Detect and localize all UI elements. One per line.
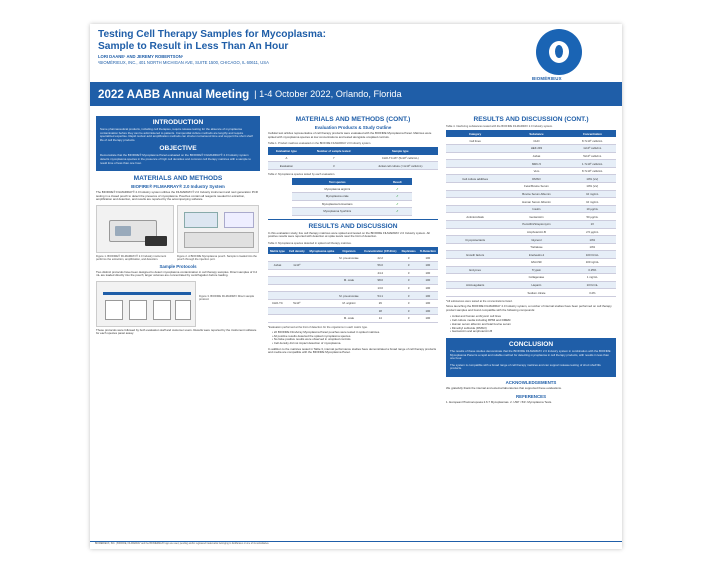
table-row	[446, 251, 616, 259]
check-icon: ✓	[383, 208, 412, 216]
table-cell: 10 mg/mL	[569, 190, 616, 198]
list-item: • Human serum albumin and fetal bovine serum	[450, 321, 511, 326]
table-cell: 14	[361, 315, 400, 323]
title-line-1: Testing Cell Therapy Samples for Mycoplasma:	[98, 29, 326, 40]
table-cell	[446, 190, 504, 198]
poster	[90, 24, 622, 549]
table-cell: 3	[400, 315, 418, 323]
table-cell: 10%	[569, 243, 616, 251]
table-row	[446, 228, 616, 236]
table-row	[446, 236, 616, 244]
table-cell: 5x10⁶	[287, 299, 307, 307]
table-row	[268, 292, 438, 300]
table-cell: 8.7x10⁶ cells/mL	[569, 137, 616, 144]
table-cell	[307, 307, 337, 315]
table-cell: Penicillin/Streptomycin	[504, 221, 568, 229]
list-item: • Gentamicin and amphotericin B	[450, 329, 493, 334]
figure-row	[96, 205, 260, 253]
table-cell: Enzymes	[446, 266, 504, 274]
table-cell: 1 mg/mL	[569, 274, 616, 282]
protocol-step-2	[129, 300, 147, 320]
table-cell: 8.7x10⁶ cells/mL	[569, 167, 616, 175]
right-column	[446, 116, 616, 407]
table-cell: Cryoprotectants	[446, 236, 504, 244]
conclusion-title: CONCLUSION	[508, 340, 554, 348]
table-row	[268, 155, 438, 162]
table-cell: Jurkat cell culture (>1x10⁶ cells/mL)	[363, 162, 438, 170]
table-cell: Amphotericin B	[504, 228, 568, 236]
table-1-header: Number of sample tested	[305, 147, 363, 154]
table-cell: 98.0	[361, 277, 400, 285]
table-2-caption: Table 2. Mycoplasma species tested by each evaluation.	[268, 172, 336, 176]
methods-cont-title: MATERIALS AND METHODS (CONT.)	[295, 116, 411, 123]
table-row	[268, 315, 438, 323]
table-cell: CHO-TC	[268, 299, 287, 307]
table-cell: 18	[361, 307, 400, 315]
table-cell	[307, 254, 337, 261]
table-cell: 5x10⁶ cells/mL	[569, 152, 616, 160]
table-cell: A	[268, 155, 305, 162]
table-row	[446, 266, 616, 274]
table-row	[292, 200, 412, 208]
middle-column	[268, 116, 438, 358]
list-item: • Dimethyl sulfoxide (DMSO)	[450, 325, 487, 330]
table-cell: 100	[418, 254, 438, 261]
table-cell: Fetal Bovine Serum	[504, 183, 568, 191]
pouch-image	[184, 212, 218, 228]
table-cell: CHO-TC-MY (5x10⁶ cells/mL)	[363, 155, 438, 162]
table-cell: 44.4	[361, 269, 400, 277]
table-cell	[446, 198, 504, 206]
table-cell: M. pneumoniae	[337, 292, 361, 300]
poster-footer: BIOMÉRIEUX, INC. | BIOFIRE, FILMARRAY and the BIOMÉRIEUX logo are used, pending and/or registered trademarks belonging to bioMérieux or one of its subsidiaries.	[90, 541, 622, 549]
table-row	[446, 167, 616, 175]
table-cell: Mycoplasma orale	[292, 192, 383, 200]
figure-1-caption: Figure 1. BIOFIRE® FILMARRAY® 2.0 Industry instrument performs the extraction, amplification, and detection.	[96, 254, 167, 262]
table-cell	[446, 160, 504, 168]
table-row	[446, 289, 616, 297]
table-2-header: Result	[383, 178, 412, 185]
biomerieux-logo-icon	[536, 29, 582, 75]
table-cell	[287, 292, 307, 300]
table-row	[446, 205, 616, 213]
acknowledgements-text: We gratefully thank the internal and external laboratories that supported these evaluations.	[446, 385, 562, 390]
table-row	[446, 175, 616, 183]
table-1	[268, 147, 438, 169]
instrument-screen	[115, 226, 131, 236]
table-cell: Mycoplasma fermentans	[292, 200, 383, 208]
methods-cont-text: Cellular test articles representative of cell therapy products were evaluated with the BIOFIRE Mycoplasma Panel. Matrices were spiked with mycoplasma species at low concentrations and tested alongside unspiked controls.	[268, 131, 432, 139]
table-cell: CHO	[504, 137, 568, 144]
table-cell: 3.2%	[569, 289, 616, 297]
table-cell: 100	[418, 292, 438, 300]
table-cell	[287, 307, 307, 315]
table-cell: M. pneumoniae	[337, 254, 361, 261]
table-cell: Antimicrobials	[446, 213, 504, 221]
meeting-band	[90, 82, 622, 106]
methods-cont-subtitle: Evaluation Products & Study Outline	[314, 125, 392, 130]
table-cell: M. orale	[337, 277, 361, 285]
table-3-header: % Detection	[418, 247, 438, 254]
table-cell: Jurkat	[504, 152, 568, 160]
table-cell: Mycoplasma arginini	[292, 185, 383, 192]
table-cell	[268, 292, 287, 300]
results-title: RESULTS AND DISCUSSION	[308, 222, 398, 230]
table-cell: 100 ng/mL	[569, 258, 616, 266]
poster-title	[98, 29, 428, 52]
table-cell: DMSO	[504, 175, 568, 183]
acknowledgements-title: ACKNOWLEDGEMENTS	[505, 379, 557, 385]
protocol-arrow	[103, 292, 191, 295]
table-cell: 3	[400, 261, 418, 269]
table-row	[292, 208, 412, 216]
table-cell: Cell culture additives	[446, 175, 504, 183]
table-cell: 100	[418, 315, 438, 323]
table-cell: 100	[418, 284, 438, 292]
poster-header	[90, 24, 622, 81]
table-cell: Collagenase	[504, 274, 568, 282]
table-4-header: Substance	[504, 130, 568, 137]
intro-text: Some pharmaceutical products, including cell therapies, require release testing for the absence of mycoplasma contamination before they can be administered to patients. Compendial culture methods are lengthy and require specialized expertise. Rapid nucleic acid amplification methods can shorten turnaround time and support the short shelf life of cell therapy products.	[100, 127, 253, 142]
table-4	[446, 130, 616, 297]
check-icon: ✓	[383, 185, 412, 192]
table-cell	[307, 261, 337, 269]
table-cell: 1.7x10⁶ cells/mL	[569, 160, 616, 168]
results-text: In this evaluation study, live cell therapy matrices were spiked and tested on the BIOFIRE FILMARRAY 2.0 Industry system. All positive results were reported with detection at spike levels near the limit of detection.	[268, 230, 430, 239]
references-text: 1. European Pharmacopoeia 2.6.7 Mycoplasmas. 2. USP <63> Mycoplasma Tests.	[446, 399, 552, 404]
table-cell: Sodium citrate	[504, 289, 568, 297]
table-cell: 3	[400, 299, 418, 307]
table-3-header: Replicates	[400, 247, 418, 254]
table-cell: 3	[400, 254, 418, 261]
table-cell	[287, 254, 307, 261]
table-cell	[307, 277, 337, 285]
table-row	[446, 183, 616, 191]
table-cell: Interleukin-2	[504, 251, 568, 259]
table-cell	[268, 284, 287, 292]
table-cell: 100	[418, 299, 438, 307]
table-cell: 3	[305, 162, 363, 170]
table-cell: MRC-5	[504, 160, 568, 168]
table-cell	[446, 243, 504, 251]
methods-title: MATERIALS AND METHODS	[133, 175, 223, 183]
meeting-details: | 1-4 October 2022, Orlando, Florida	[254, 89, 402, 99]
table-cell	[446, 289, 504, 297]
table-row	[268, 307, 438, 315]
authors-block	[98, 54, 428, 65]
table-cell: Vero	[504, 167, 568, 175]
table-cell: Heparin	[504, 281, 568, 289]
table-cell: Human Serum Albumin	[504, 198, 568, 206]
table-3-header: Concentration (CFU/mL)	[361, 247, 400, 254]
table-cell: 2.5 µg/mL	[569, 228, 616, 236]
protocol-step-4	[175, 300, 191, 320]
list-item: • 22 BIOFIRE FilmArray Mycoplasma Panel pouches were tested in spiked matrices.	[272, 330, 381, 335]
check-icon: ✓	[383, 200, 412, 208]
list-item: • Cell culture media including RPMI and DMEM	[450, 318, 511, 323]
table-3	[268, 247, 438, 323]
table-cell: 3	[400, 269, 418, 277]
table-2	[292, 178, 412, 216]
figure-2-caption: Figure 2. A BIOFIRE Mycoplasma pouch. Sample is loaded into the pouch through the injection port.	[177, 254, 257, 262]
table-cell	[446, 167, 504, 175]
conclusion-text: The results of these studies demonstrate that the BIOFIRE FILMARRAY 2.0 Industry system in combination with the BIOFIRE Mycoplasma Panel is a rapid and reliable method for detecting mycoplasma in cell therapy products, with results in less than one hour.	[450, 348, 611, 361]
table-row	[292, 192, 412, 200]
table-cell: Trypsin	[504, 266, 568, 274]
table-cell: 100	[418, 307, 438, 315]
table-3-note: *Evaluation performed at the limit of detection for the organisms in each matrix type.	[268, 325, 368, 329]
intro-objective-box	[96, 116, 260, 171]
table-cell	[446, 183, 504, 191]
table-cell: 22.2	[361, 254, 400, 261]
table-cell	[446, 205, 504, 213]
table-cell	[268, 277, 287, 285]
table-cell	[307, 284, 337, 292]
table-cell: 10 IU/mL	[569, 281, 616, 289]
table-row	[446, 152, 616, 160]
table-cell: 100	[418, 277, 438, 285]
table-row	[446, 190, 616, 198]
table-2-header: Test species	[292, 178, 383, 185]
list-item: • Jurkat and human embryonic cell lines	[450, 314, 501, 319]
methods-text: The BIOFIRE® FILMARRAY® 2.0 Industry system utilizes the FILMARRAY® 2.0 Industry instrument and next generation PCR testing in a closed pouch to detect the presence of mycoplasma. Pouches contain all reagents needed for extraction, amplification and detection, and results are reported by the accompanying software.	[96, 190, 258, 202]
table-1-caption: Table 1. Product matrices evaluated on the BIOFIRE FILMARRAY 2.0 Industry system.	[268, 142, 372, 146]
table-cell	[337, 269, 361, 277]
pouch-loading-image	[184, 232, 254, 248]
table-cell	[446, 145, 504, 153]
table-cell	[337, 307, 361, 315]
table-cell	[446, 221, 504, 229]
table-cell: 1X	[569, 221, 616, 229]
left-column	[96, 116, 260, 339]
table-cell: 10% (v/v)	[569, 183, 616, 191]
table-cell: Growth factors	[446, 251, 504, 259]
table-row	[268, 277, 438, 285]
table-cell: Jurkat	[268, 261, 287, 269]
table-cell: Evaluation	[268, 162, 305, 170]
table-cell: 10%	[569, 236, 616, 244]
table-cell: Cell lines	[446, 137, 504, 144]
table-cell: 56.0	[361, 261, 400, 269]
table-4-note: *All substances were tested at the concentrations listed.	[446, 299, 513, 303]
compatibility-bullet-list	[446, 315, 616, 334]
sample-protocols-text: Two distinct protocols have been designed to detect mycoplasma contamination in cell therapy samples. Direct samples of 0.2 mL are loaded directly into the pouch; larger volumes are concentrated by centrifugation before loading.	[96, 269, 258, 278]
objective-title: OBJECTIVE	[159, 145, 197, 153]
check-icon: ✓	[383, 192, 412, 200]
table-row	[268, 299, 438, 307]
section-divider	[268, 219, 438, 220]
table-cell	[287, 277, 307, 285]
methods-subtitle: BIOFIRE® FILMARRAY® 2.0 Industry System	[131, 184, 225, 190]
table-cell: 10% (v/v)	[569, 175, 616, 183]
table-cell	[446, 274, 504, 282]
table-cell: M. arginini	[337, 299, 361, 307]
table-cell: 100	[418, 269, 438, 277]
table-row	[446, 243, 616, 251]
table-row	[446, 145, 616, 153]
table-cell: 54.1	[361, 292, 400, 300]
sample-protocols-title: Sample Protocols	[159, 263, 197, 269]
protocol-text: These protocols were followed by both evaluation staff and customer users. Results were reported by the instrument software for each species panel assay.	[96, 327, 257, 336]
table-cell: Trehalose	[504, 243, 568, 251]
affiliation: ¹BIOMÉRIEUX, INC., 401 NORTH MICHIGAN AVE, SUITE 1500, CHICAGO, IL 60611, USA	[98, 59, 269, 65]
figure-3-protocol	[96, 281, 196, 327]
table-row	[268, 162, 438, 170]
figure-2-pouch	[177, 205, 259, 253]
figure-3-row	[96, 281, 260, 327]
results-closing: In addition to the matrices tested in Table 3, internal performance studies have demonstrated a broad range of cell therapy products and media are compatible with the BIOFIRE Mycoplasma Panel.	[268, 346, 437, 355]
protocol-step-3	[153, 300, 171, 320]
figure-3-caption: Figure 3. BIOFIRE FILMARRAY Direct sample protocol.	[199, 294, 255, 302]
intro-title: INTRODUCTION	[152, 119, 204, 126]
table-cell: 3	[400, 292, 418, 300]
objective-text: Demonstrate that the BIOFIRE® Mycoplasma Panel evaluated on the BIOFIRE® FILMARRAY® 2.0 Industry system detects mycoplasma species in the presence of high cell densities and common cell therapy matrices with a sample to result time of less than one hour.	[100, 153, 251, 165]
meeting-name: 2022 AABB Annual Meeting	[98, 87, 250, 101]
table-row	[446, 137, 616, 144]
table-cell: Insulin	[504, 205, 568, 213]
table-row	[268, 269, 438, 277]
table-cell: 10 µg/mL	[569, 205, 616, 213]
table-row	[446, 213, 616, 221]
list-item: • No false positive results were observed in unspiked controls.	[272, 337, 352, 342]
figure-caption-row	[96, 255, 260, 264]
table-cell: Gentamicin	[504, 213, 568, 221]
table-cell: 3	[400, 277, 418, 285]
table-cell: GM-CSF	[504, 258, 568, 266]
table-row	[446, 221, 616, 229]
table-cell	[446, 152, 504, 160]
table-cell	[307, 315, 337, 323]
table-4-header: Category	[446, 130, 504, 137]
table-cell: 3	[400, 284, 418, 292]
references-title: REFERENCES	[515, 393, 546, 399]
table-cell	[307, 299, 337, 307]
table-row	[446, 198, 616, 206]
conclusion-text-2: The system is compatible with a broad range of cell therapy matrices and can support release testing of short shelf life products.	[450, 362, 601, 371]
table-cell: Anticoagulants	[446, 281, 504, 289]
table-cell: 50 µg/mL	[569, 213, 616, 221]
table-4-header: Concentration	[569, 130, 616, 137]
table-1-header: Sample type	[363, 147, 438, 154]
table-row	[446, 281, 616, 289]
table-cell	[307, 269, 337, 277]
table-cell	[287, 284, 307, 292]
table-cell	[268, 269, 287, 277]
table-row	[268, 261, 438, 269]
compatibility-text: Since launching the BIOFIRE FILMARRAY 2.0 Industry system, a number of internal studies have been performed on cell therapy product samples and found compatible with the following compounds:	[446, 304, 612, 312]
table-cell	[268, 307, 287, 315]
table-cell: 100 IU/mL	[569, 251, 616, 259]
table-cell: 7	[305, 155, 363, 162]
results-bullet-list	[268, 331, 438, 346]
table-cell: 0.25%	[569, 266, 616, 274]
instrument-base	[145, 236, 167, 246]
list-item: • Cell density did not impact detection of mycoplasma.	[272, 341, 342, 346]
table-cell: Bovine Serum Albumin	[504, 190, 568, 198]
results-cont-title: RESULTS AND DISCUSSION (CONT.)	[473, 116, 589, 123]
table-row	[446, 258, 616, 266]
table-cell: 1x10⁶ cells/mL	[569, 145, 616, 153]
table-cell: 29	[361, 299, 400, 307]
table-cell	[337, 284, 361, 292]
table-3-header: Organism	[337, 247, 361, 254]
table-cell: M. orale	[337, 315, 361, 323]
table-cell	[287, 269, 307, 277]
table-row	[268, 284, 438, 292]
table-cell: Mycoplasma hyorhinis	[292, 208, 383, 216]
title-line-2: Sample to Result in Less Than An Hour	[98, 40, 289, 52]
table-cell: 100	[418, 261, 438, 269]
table-cell: Glycerol	[504, 236, 568, 244]
table-row	[446, 274, 616, 282]
pouch-detail-image	[224, 212, 254, 228]
table-cell	[287, 315, 307, 323]
authors: LORI DAANE¹ AND JEREMY ROBERTSON¹	[98, 54, 184, 59]
table-row	[268, 254, 438, 261]
table-3-header: Matrix type	[268, 247, 287, 254]
table-1-header: Evaluation type	[268, 147, 305, 154]
protocol-step-1	[105, 300, 123, 320]
table-cell	[268, 254, 287, 261]
logo-text: BIOMÉRIEUX	[532, 76, 562, 81]
table-cell: 13.0	[361, 284, 400, 292]
table-3-caption: Table 3. Mycoplasma species detected in spiked cell therapy matrices.	[268, 241, 352, 245]
table-3-header: Cell density	[287, 247, 307, 254]
table-cell	[446, 228, 504, 236]
table-cell: 3	[400, 307, 418, 315]
table-cell	[268, 315, 287, 323]
conclusion-box	[446, 338, 616, 377]
table-cell	[337, 261, 361, 269]
table-cell: 10 mg/mL	[569, 198, 616, 206]
table-cell: 1x10⁶	[287, 261, 307, 269]
table-row	[292, 185, 412, 192]
table-4-caption: Table 4. Interfering substances tested with the BIOFIRE FILMARRAY 2.0 Industry system.	[446, 125, 553, 128]
table-row	[446, 160, 616, 168]
figure-1-instrument	[96, 205, 174, 253]
table-cell	[446, 258, 504, 266]
table-cell: HEK 293	[504, 145, 568, 153]
list-item: • All positive results detected the spiked mycoplasma species.	[272, 333, 352, 338]
table-3-header: Mycoplasma spike	[307, 247, 337, 254]
table-cell	[307, 292, 337, 300]
